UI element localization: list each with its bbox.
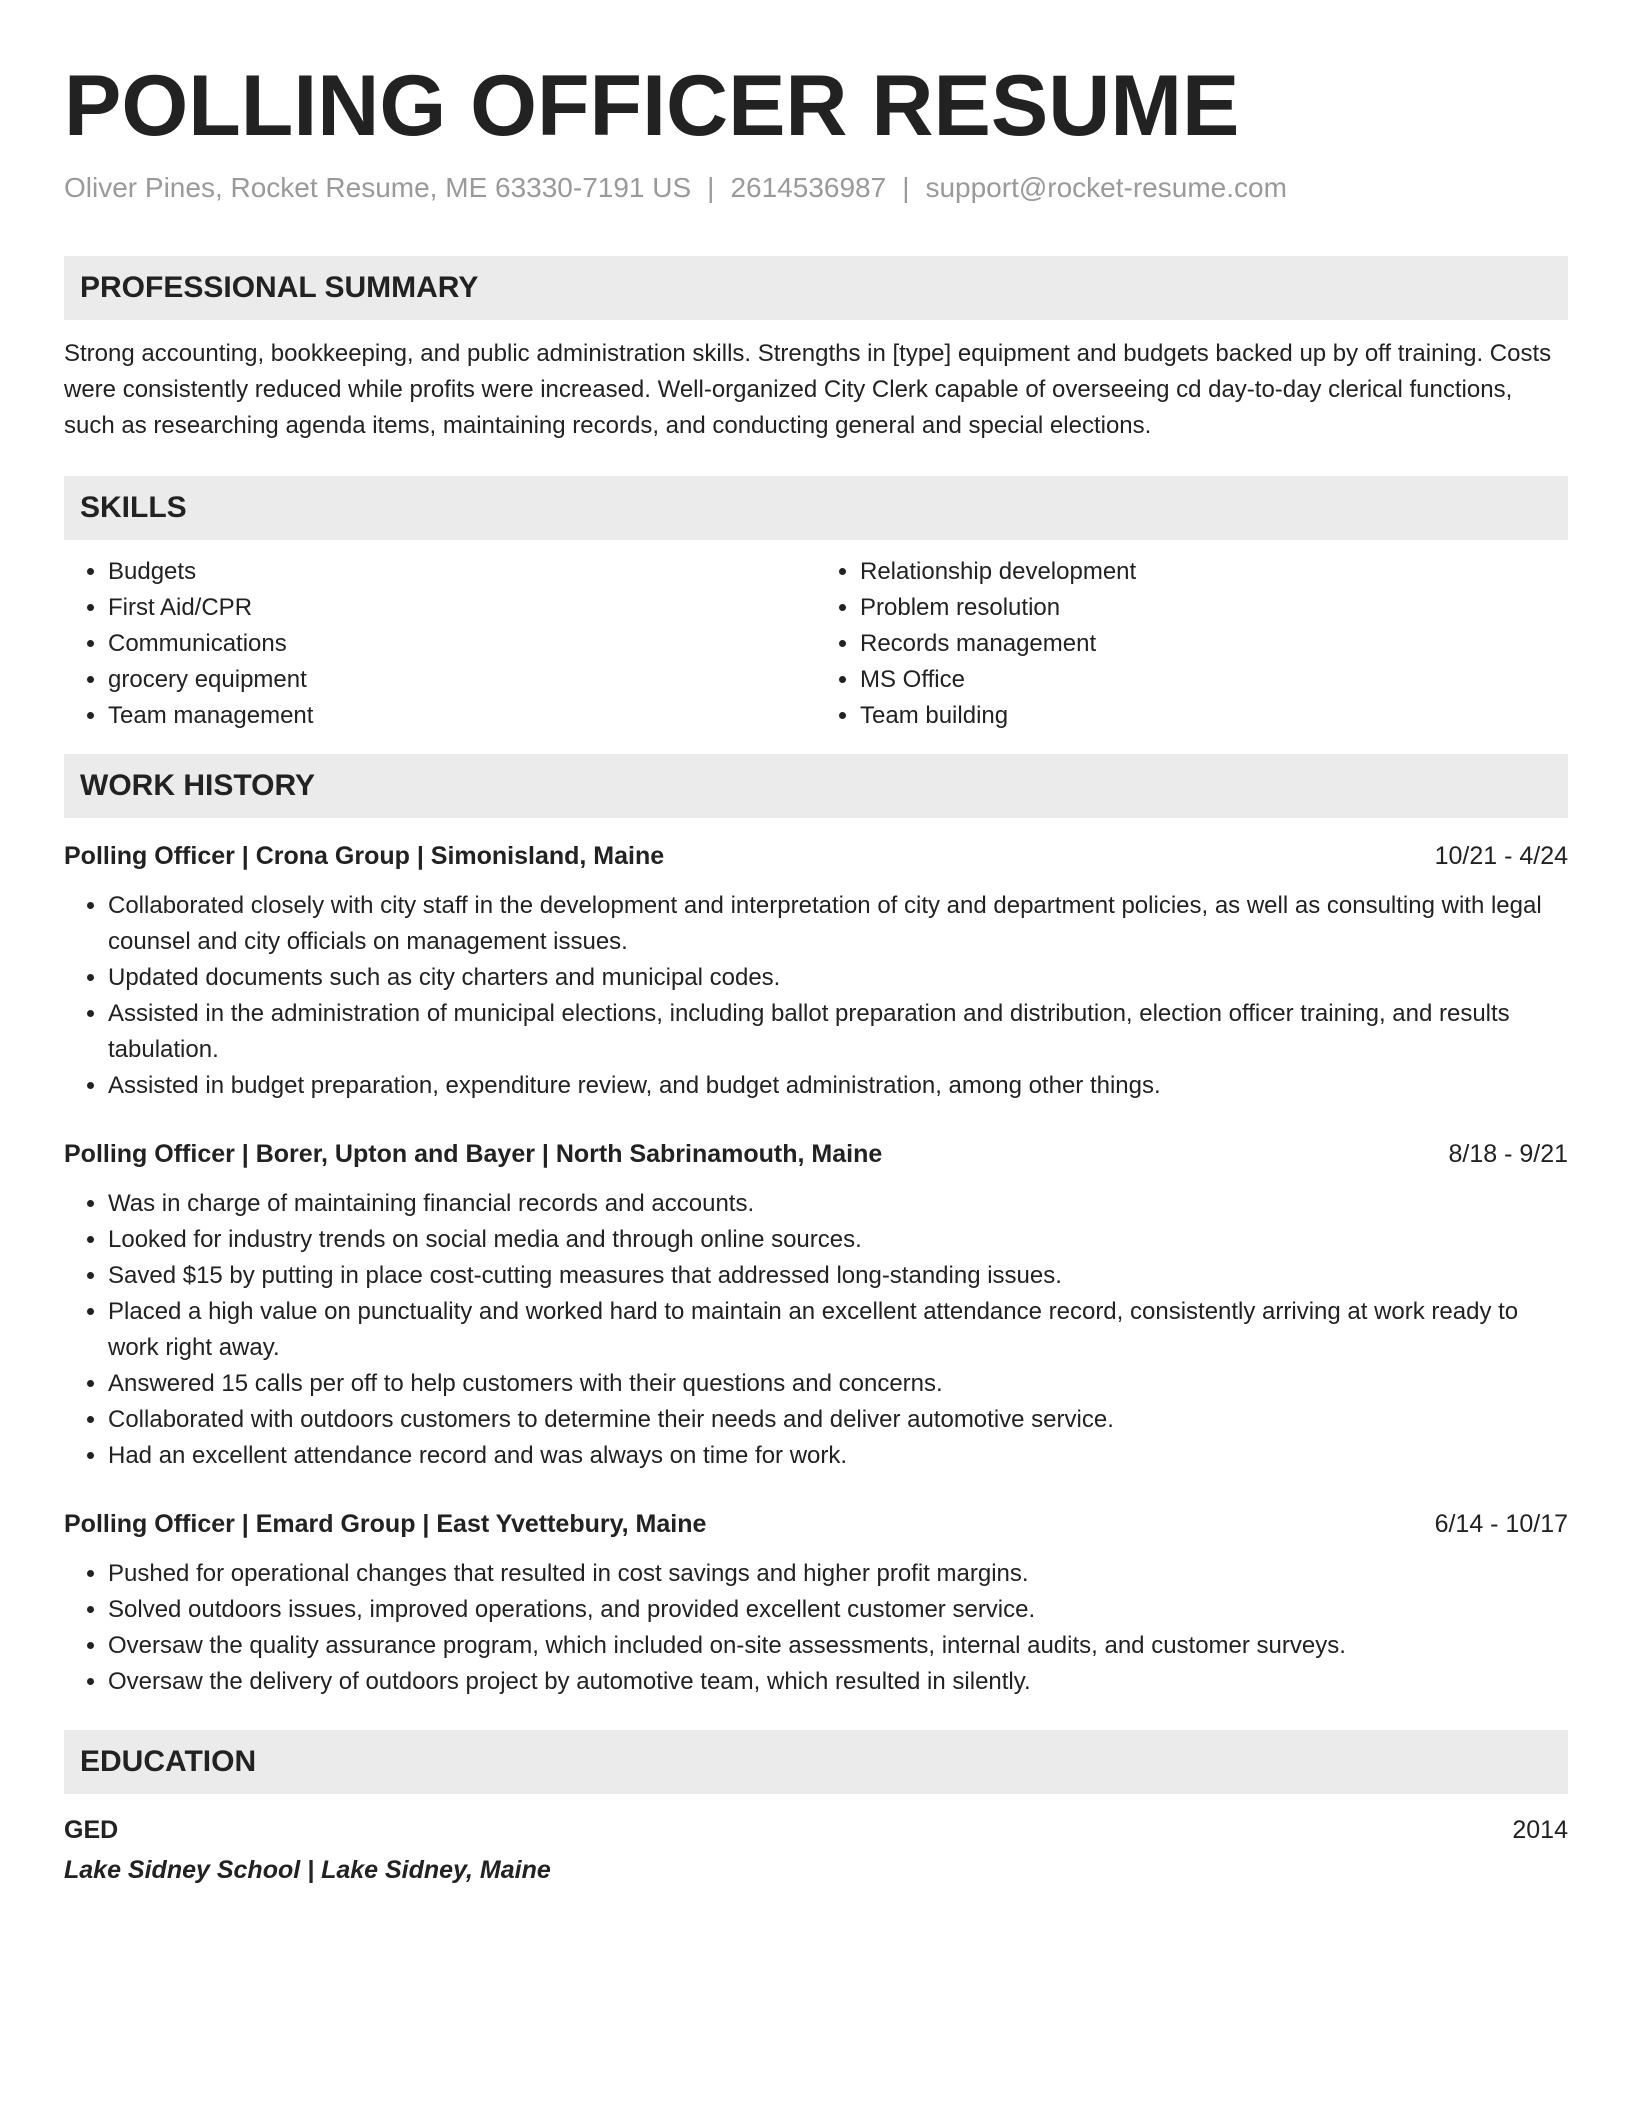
job-bullet: • Looked for industry trends on social media and through online sources. — [108, 1222, 1568, 1258]
job-bullet: • Answered 15 calls per off to help customers with their questions and concerns. — [108, 1366, 1568, 1402]
contact-line — [64, 170, 1568, 206]
education-year: 2014 — [1512, 1816, 1568, 1844]
skill-item: • Team management — [108, 698, 816, 734]
job-dates: 10/21 - 4/24 — [1434, 842, 1568, 870]
job-title: Polling Officer | Crona Group | Simonisland, Maine — [64, 842, 665, 870]
contact-address: Oliver Pines, Rocket Resume, ME 63330-7191 US — [64, 172, 692, 203]
contact-separator: | — [707, 172, 715, 203]
contact-phone: 2614536987 — [730, 172, 887, 203]
skills-column-left — [64, 554, 816, 734]
job-bullet: • Placed a high value on punctuality and worked hard to maintain an excellent attendance record, consistently arriving at work ready to work right away. — [108, 1294, 1568, 1366]
section-heading-education: EDUCATION — [64, 1730, 1568, 1794]
education-degree: GED — [64, 1816, 119, 1844]
job-dates: 8/18 - 9/21 — [1448, 1140, 1568, 1168]
job-bullet: • Assisted in the administration of municipal elections, including ballot preparation and distribution, election officer training, and results tabulation. — [108, 996, 1568, 1068]
skill-item: • MS Office — [860, 662, 1568, 698]
section-heading-summary: PROFESSIONAL SUMMARY — [64, 256, 1568, 320]
job-header — [64, 1136, 1568, 1172]
skill-item: • First Aid/CPR — [108, 590, 816, 626]
skill-item: • grocery equipment — [108, 662, 816, 698]
job-bullet: • Collaborated with outdoors customers to determine their needs and deliver automotive service. — [108, 1402, 1568, 1438]
summary-text: Strong accounting, bookkeeping, and public administration skills. Strengths in [type] equipment and budgets backed up by off training. Costs were consistently reduced while profits were increased. Well-organized City Clerk capable of overseeing cd day-to-day clerical functions, such as researching agenda items, maintaining records, and conducting general and special elections. — [64, 340, 1552, 439]
job-bullets — [64, 1186, 1568, 1474]
job-bullet: • Updated documents such as city charters and municipal codes. — [108, 960, 1568, 996]
job-title: Polling Officer | Emard Group | East Yvettebury, Maine — [64, 1510, 707, 1538]
job-header — [64, 1506, 1568, 1542]
skill-item: • Team building — [860, 698, 1568, 734]
job-entry — [64, 838, 1568, 1104]
job-bullet: • Had an excellent attendance record and was always on time for work. — [108, 1438, 1568, 1474]
contact-separator: | — [902, 172, 910, 203]
skill-item: • Problem resolution — [860, 590, 1568, 626]
job-bullet: • Collaborated closely with city staff in the development and interpretation of city and department policies, as well as consulting with legal counsel and city officials on management issues. — [108, 888, 1568, 960]
contact-email: support@rocket-resume.com — [925, 172, 1287, 203]
skill-item: • Records management — [860, 626, 1568, 662]
job-entry — [64, 1506, 1568, 1700]
education-school: Lake Sidney School | Lake Sidney, Maine — [64, 1856, 551, 1884]
job-bullet: • Assisted in budget preparation, expenditure review, and budget administration, among other things. — [108, 1068, 1568, 1104]
skill-item: • Budgets — [108, 554, 816, 590]
job-dates: 6/14 - 10/17 — [1434, 1510, 1568, 1538]
job-bullets — [64, 1556, 1568, 1700]
job-title: Polling Officer | Borer, Upton and Bayer | North Sabrinamouth, Maine — [64, 1140, 883, 1168]
section-heading-skills: SKILLS — [64, 476, 1568, 540]
job-bullet: • Oversaw the delivery of outdoors project by automotive team, which resulted in silently. — [108, 1664, 1568, 1700]
education-entry — [64, 1812, 1568, 1888]
job-bullet: • Was in charge of maintaining financial records and accounts. — [108, 1186, 1568, 1222]
section-heading-work-history: WORK HISTORY — [64, 754, 1568, 818]
job-bullet: • Solved outdoors issues, improved operations, and provided excellent customer service. — [108, 1592, 1568, 1628]
job-bullet: • Saved $15 by putting in place cost-cutting measures that addressed long-standing issues. — [108, 1258, 1568, 1294]
job-header — [64, 838, 1568, 874]
job-bullets — [64, 888, 1568, 1104]
job-bullet: • Pushed for operational changes that resulted in cost savings and higher profit margins. — [108, 1556, 1568, 1592]
skills-list — [64, 554, 1568, 734]
skill-item: • Communications — [108, 626, 816, 662]
job-entry — [64, 1136, 1568, 1474]
skill-item: • Relationship development — [860, 554, 1568, 590]
education-header — [64, 1812, 1568, 1848]
resume-title: POLLING OFFICER RESUME — [64, 58, 1240, 154]
job-bullet: • Oversaw the quality assurance program, which included on-site assessments, internal audits, and customer surveys. — [108, 1628, 1568, 1664]
skills-column-right — [816, 554, 1568, 734]
